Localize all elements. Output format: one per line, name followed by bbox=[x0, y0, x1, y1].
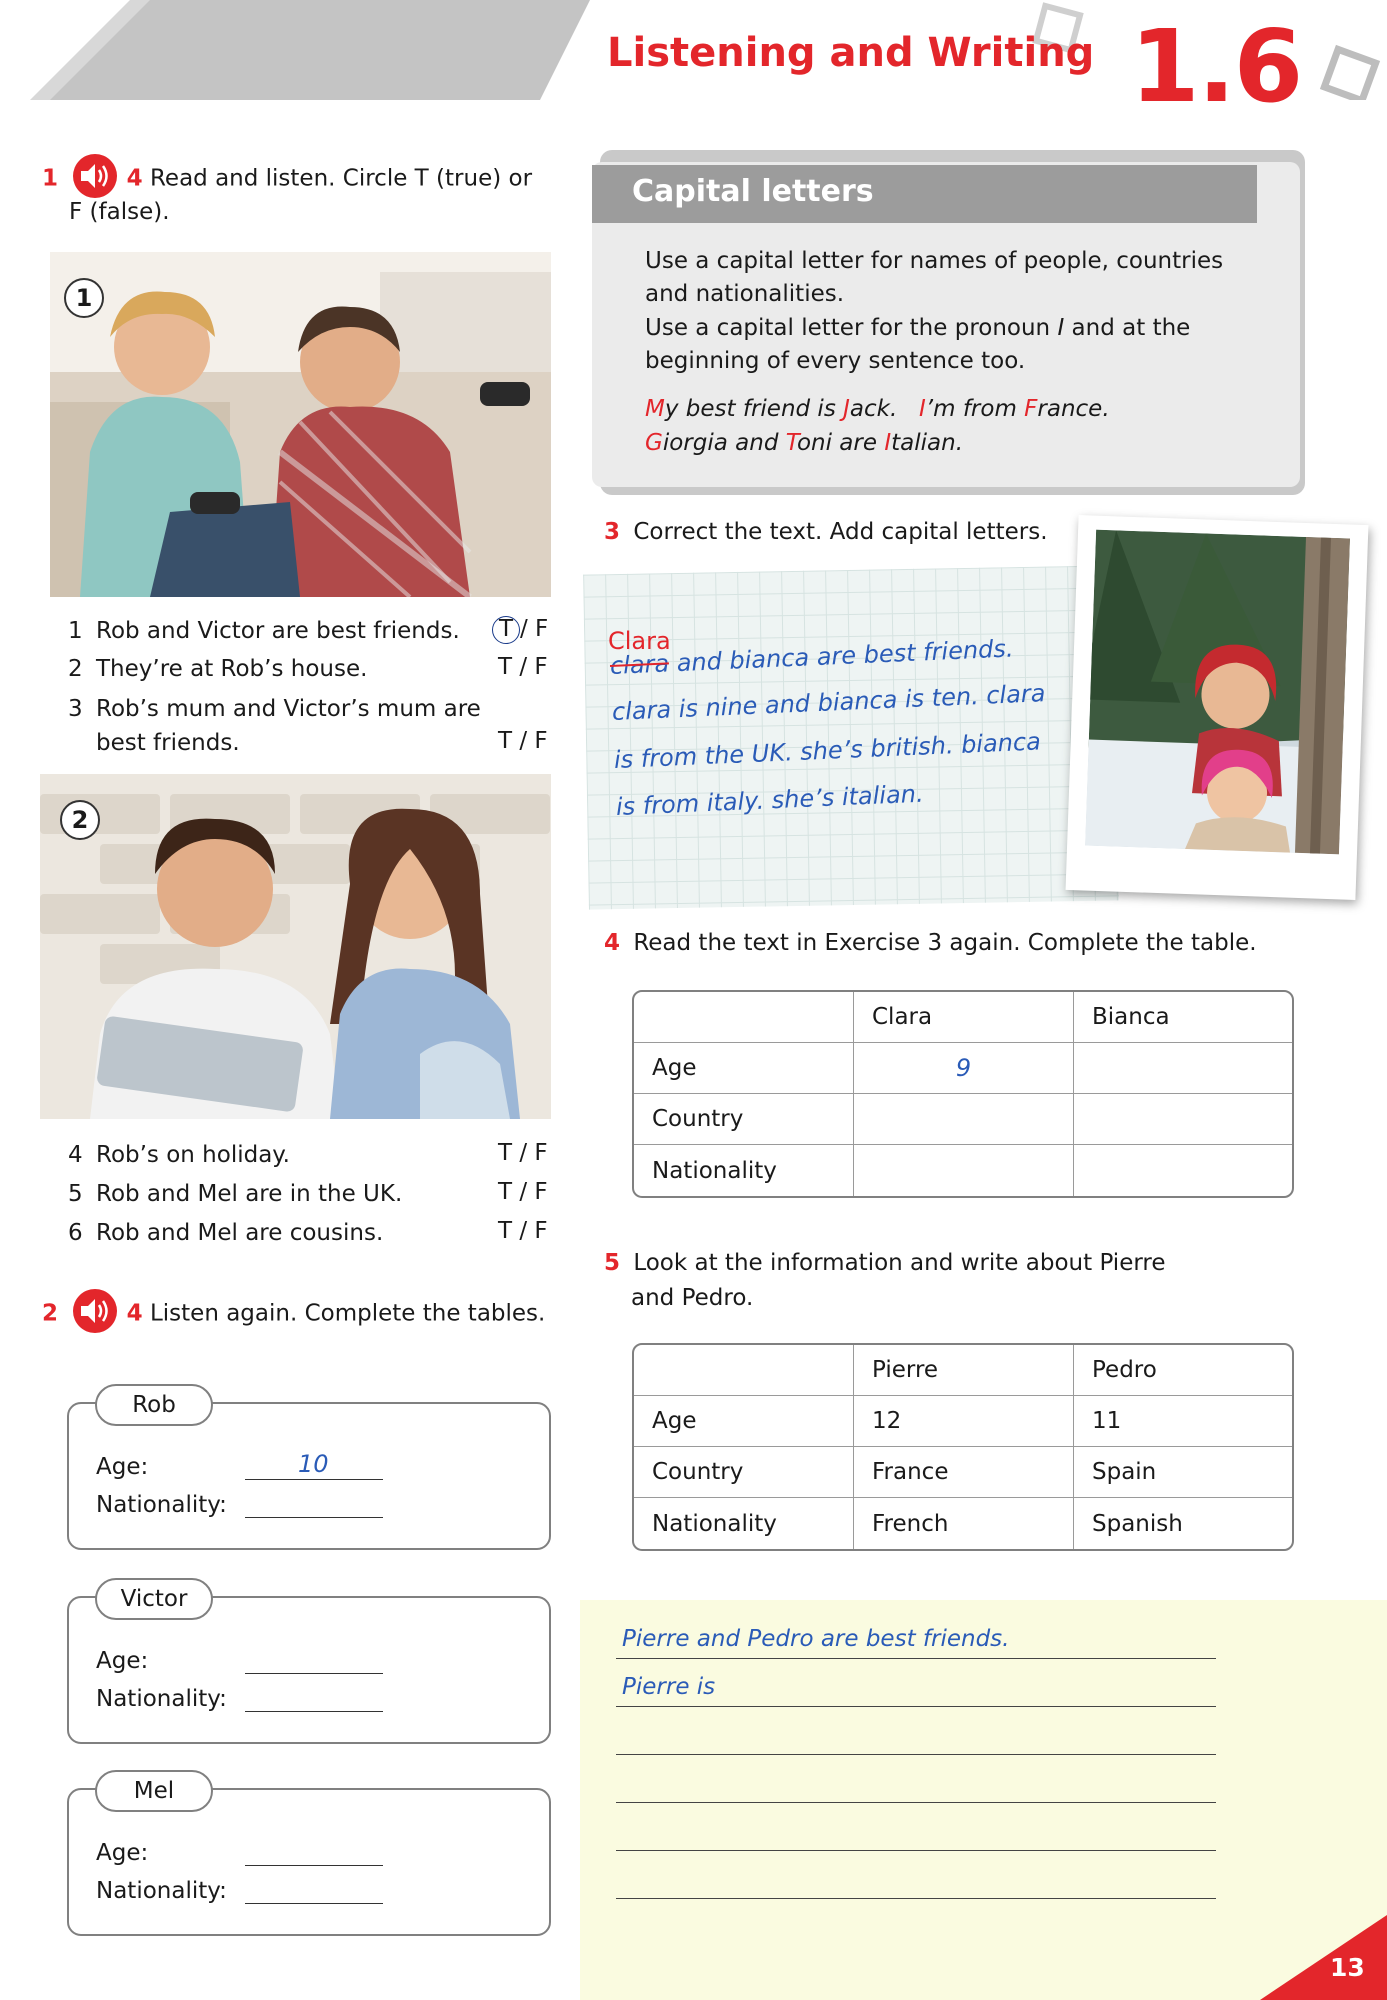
true-false-answer[interactable]: T / F bbox=[498, 1140, 548, 1166]
photo-girls-in-snow bbox=[1066, 515, 1369, 900]
row-label: Age bbox=[634, 1396, 854, 1447]
correction-text: Clara bbox=[608, 627, 671, 655]
nationality-answer-line[interactable] bbox=[245, 1878, 383, 1904]
ex1-number: 1 bbox=[42, 165, 59, 192]
true-false-answer[interactable]: T / F bbox=[498, 654, 548, 680]
table-cell bbox=[634, 992, 854, 1043]
rule-text: and nationalities. bbox=[645, 281, 845, 307]
ex5-instruction: Look at the information and write about Pierre bbox=[633, 1250, 1166, 1276]
row-label: Country bbox=[634, 1094, 854, 1145]
ex3-instruction: Correct the text. Add capital letters. bbox=[633, 519, 1048, 545]
list-item: 1 Rob and Victor are best friends. bbox=[68, 618, 460, 644]
list-item: 2 They’re at Rob’s house. bbox=[68, 656, 368, 682]
answer-cell[interactable] bbox=[1074, 1043, 1292, 1094]
true-false-answer[interactable]: T / F bbox=[498, 1179, 548, 1205]
person-name-tab: Victor bbox=[95, 1578, 213, 1620]
age-answer-line[interactable] bbox=[245, 1648, 383, 1674]
table-row bbox=[634, 1447, 1292, 1498]
age-label: Age: bbox=[96, 1454, 149, 1480]
ex1-instruction: Read and listen. Circle T (true) or bbox=[149, 165, 533, 192]
ex4-table bbox=[632, 990, 1294, 1198]
list-item: 6 Rob and Mel are cousins. bbox=[68, 1220, 384, 1246]
text-line: is from the UK. she’s british. bianca bbox=[613, 727, 1042, 774]
table-row bbox=[634, 1145, 1292, 1196]
writing-line[interactable] bbox=[616, 1706, 1216, 1707]
list-item: 5 Rob and Mel are in the UK. bbox=[68, 1181, 403, 1207]
ex4-instruction: Read the text in Exercise 3 again. Complete the table. bbox=[633, 930, 1257, 956]
list-item: 3 Rob’s mum and Victor’s mum are bbox=[68, 696, 481, 722]
table-header: Bianca bbox=[1074, 992, 1292, 1043]
row-label: Nationality bbox=[634, 1145, 854, 1196]
rule-example: Giorgia and Toni are Italian. bbox=[645, 430, 963, 456]
rule-example: I’m from France. bbox=[919, 396, 1110, 422]
answer-cell[interactable] bbox=[1074, 1145, 1292, 1196]
text-line: clara and bianca are best friends. bbox=[609, 634, 1014, 680]
unit-number: 1.6 bbox=[1130, 8, 1302, 125]
nationality-label: Nationality: bbox=[96, 1686, 227, 1712]
nationality-label: Nationality: bbox=[96, 1492, 227, 1518]
table-cell bbox=[634, 1345, 854, 1396]
photo-number-badge: 1 bbox=[64, 278, 104, 318]
ex1-instruction-2: F (false). bbox=[69, 199, 170, 225]
table-row bbox=[634, 1498, 1292, 1549]
photo-number-badge: 2 bbox=[60, 800, 100, 840]
answer-cell[interactable] bbox=[1074, 1094, 1292, 1145]
ex1-track: 4 bbox=[126, 165, 143, 192]
true-false-answer[interactable]: T / F bbox=[498, 1218, 548, 1244]
ex4-heading bbox=[604, 927, 1257, 960]
ex2-instruction: Listen again. Complete the tables. bbox=[149, 1300, 546, 1327]
answer-cell[interactable] bbox=[854, 1145, 1074, 1196]
age-label: Age: bbox=[96, 1840, 149, 1866]
ex5-table bbox=[632, 1343, 1294, 1551]
ex5-heading bbox=[604, 1247, 1166, 1280]
ex2-track: 4 bbox=[126, 1300, 143, 1327]
nationality-answer-line[interactable] bbox=[245, 1686, 383, 1712]
list-item-continued: best friends. bbox=[96, 730, 240, 756]
table-cell: 11 bbox=[1074, 1396, 1292, 1447]
answer-cell[interactable] bbox=[854, 1094, 1074, 1145]
audio-speaker-icon[interactable] bbox=[73, 154, 117, 198]
table-cell: Spanish bbox=[1092, 1510, 1183, 1537]
ex1-heading bbox=[42, 160, 532, 198]
writing-line[interactable] bbox=[616, 1850, 1216, 1851]
rule-text: beginning of every sentence too. bbox=[645, 348, 1026, 374]
row-label: Nationality bbox=[634, 1498, 854, 1549]
ex3-heading bbox=[604, 516, 1048, 549]
table-row bbox=[634, 1396, 1292, 1447]
ex4-number: 4 bbox=[604, 930, 621, 956]
rule-example: My best friend is Jack. bbox=[645, 396, 898, 422]
true-false-answer[interactable]: T / F bbox=[492, 616, 548, 644]
age-label: Age: bbox=[96, 1648, 149, 1674]
table-cell: France bbox=[854, 1447, 1074, 1498]
text-line: clara is nine and bianca is ten. clara bbox=[611, 679, 1046, 726]
person-name-tab: Mel bbox=[95, 1770, 213, 1812]
writing-line-text: Pierre is bbox=[622, 1674, 716, 1700]
rule-box-title: Capital letters bbox=[632, 174, 874, 209]
page-title: Listening and Writing bbox=[607, 30, 1095, 76]
writing-line[interactable] bbox=[616, 1754, 1216, 1755]
writing-line[interactable] bbox=[616, 1658, 1216, 1659]
photo-rob-and-mel bbox=[40, 774, 551, 1119]
row-label: Country bbox=[634, 1447, 854, 1498]
writing-line-text: Pierre and Pedro are best friends. bbox=[622, 1626, 1010, 1652]
age-answer-line[interactable] bbox=[245, 1840, 383, 1866]
table-header: Clara bbox=[854, 992, 1074, 1043]
table-row bbox=[634, 1043, 1292, 1094]
ex2-number: 2 bbox=[42, 1300, 59, 1327]
table-row bbox=[634, 1094, 1292, 1145]
ex3-number: 3 bbox=[604, 519, 621, 545]
audio-speaker-icon[interactable] bbox=[73, 1289, 117, 1333]
list-item: 4 Rob’s on holiday. bbox=[68, 1142, 290, 1168]
row-label: Age bbox=[634, 1043, 854, 1094]
photo-boys-gaming bbox=[50, 252, 551, 597]
true-false-answer[interactable]: T / F bbox=[498, 728, 548, 754]
table-cell: French bbox=[854, 1498, 1074, 1549]
nationality-label: Nationality: bbox=[96, 1878, 227, 1904]
table-header: Pedro bbox=[1074, 1345, 1292, 1396]
rule-text: Use a capital letter for names of people, countries bbox=[645, 248, 1224, 274]
ex2-heading bbox=[42, 1295, 545, 1333]
ex5-instruction-2: and Pedro. bbox=[631, 1285, 754, 1311]
page-corner bbox=[1260, 1915, 1387, 2000]
writing-line[interactable] bbox=[616, 1802, 1216, 1803]
text-line: is from italy. she’s italian. bbox=[615, 779, 925, 821]
table-cell: 12 bbox=[854, 1396, 1074, 1447]
rule-text: Use a capital letter for the pronoun I and at the bbox=[645, 315, 1191, 341]
answer-cell[interactable]: 9 bbox=[854, 1043, 1074, 1094]
page-number: 13 bbox=[1330, 1953, 1365, 1982]
table-header: Pierre bbox=[854, 1345, 1074, 1396]
person-name-tab: Rob bbox=[95, 1384, 213, 1426]
ex5-number: 5 bbox=[604, 1250, 621, 1276]
table-cell: Spain bbox=[1074, 1447, 1292, 1498]
writing-line[interactable] bbox=[616, 1898, 1216, 1899]
nationality-answer-line[interactable] bbox=[245, 1492, 383, 1518]
age-answer: 10 bbox=[298, 1450, 329, 1478]
